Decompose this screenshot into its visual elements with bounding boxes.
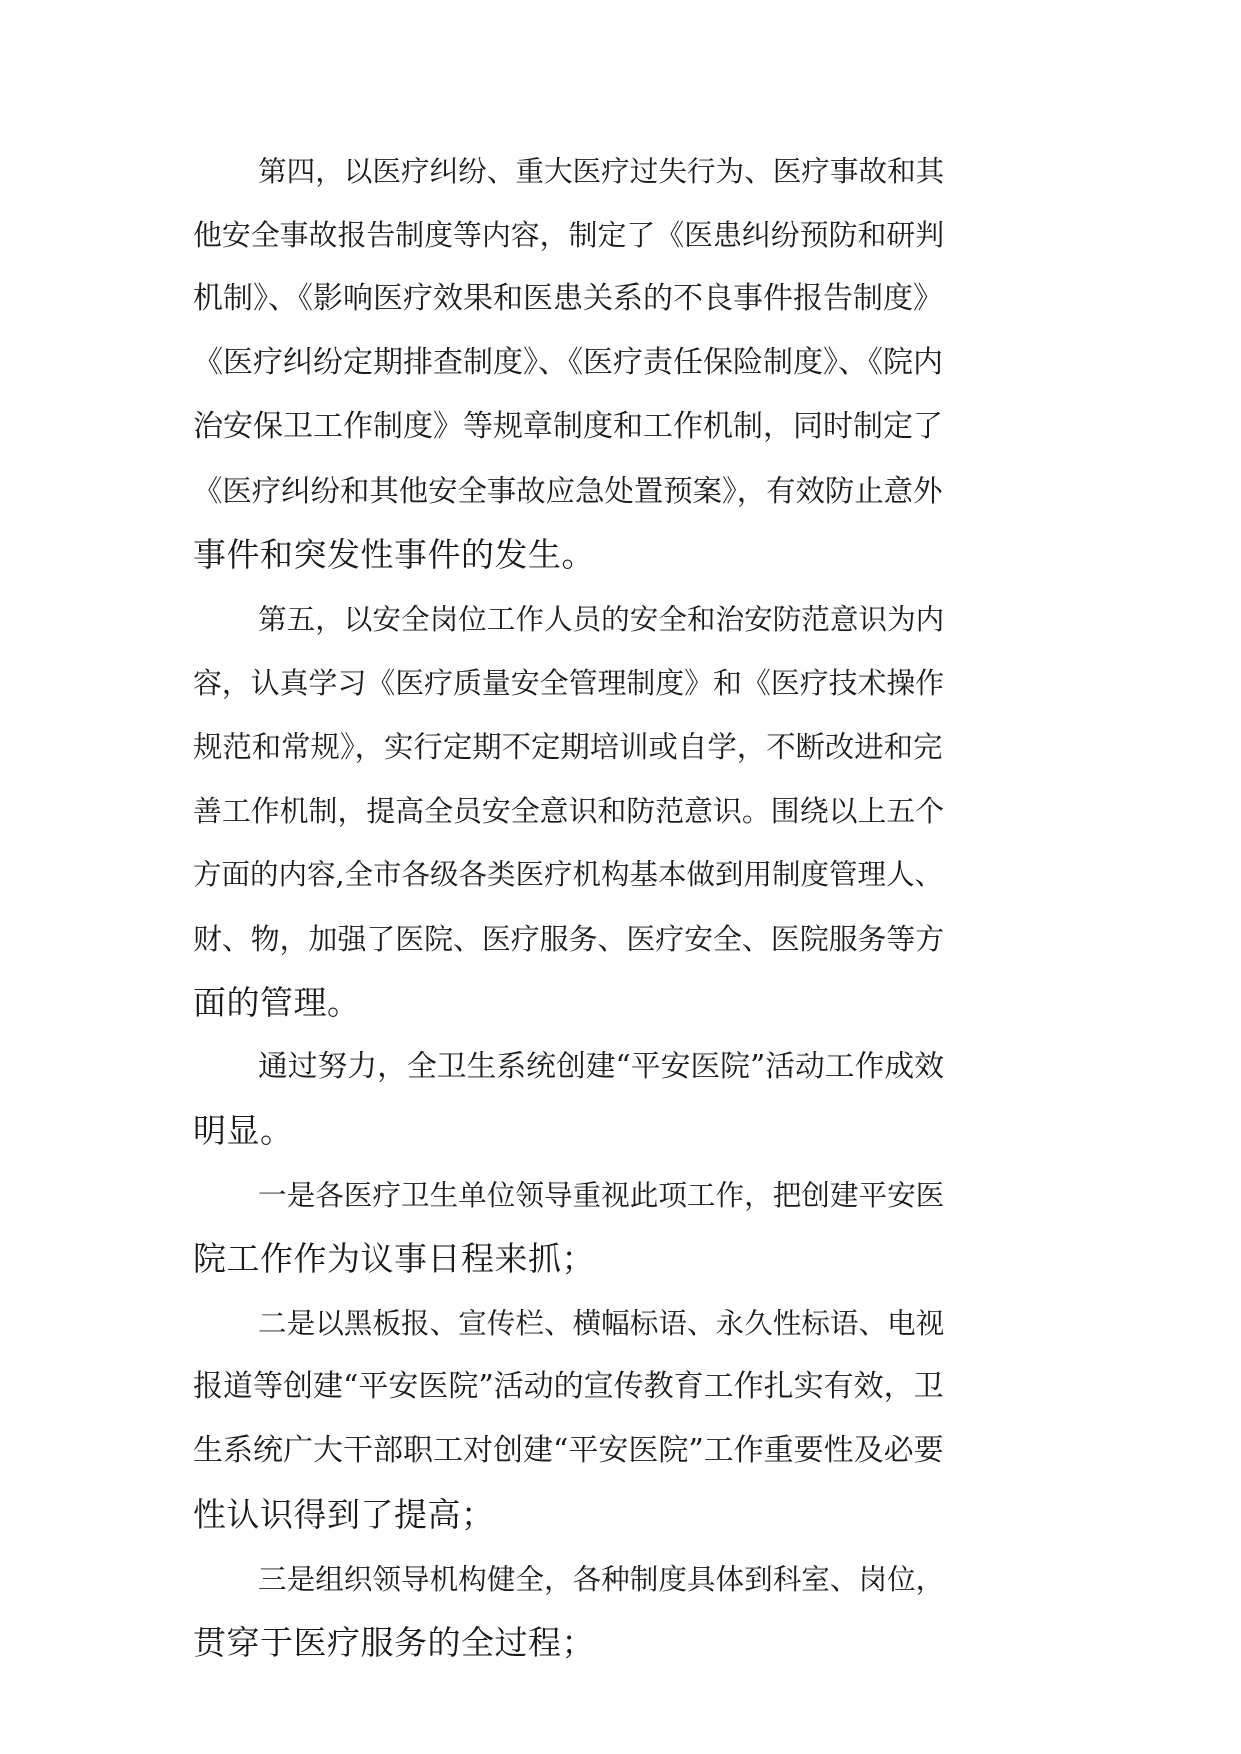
text-line: 面的管理。	[193, 983, 361, 1022]
text-line: 《医疗纠纷和其他安全事故应急处置预案》，有效防止意外	[193, 474, 943, 508]
text-line: 他安全事故报告制度等内容，制定了《医患纠纷预防和研判	[193, 218, 945, 252]
text-line: 二是以黑板报、宣传栏、横幅标语、永久性标语、电视	[258, 1306, 945, 1340]
text-line: 容，认真学习《医疗质量安全管理制度》和《医疗技术操作	[193, 666, 945, 700]
text-line: 性认识得到了提高；	[193, 1495, 495, 1534]
text-line: 事件和突发性事件的发生。	[193, 535, 595, 574]
text-line: 一是各医疗卫生单位领导重视此项工作，把创建平安医	[258, 1178, 945, 1212]
text-line: 通过努力，全卫生系统创建“平安医院”活动工作成效	[258, 1049, 944, 1084]
text-line: 善工作机制，提高全员安全意识和防范意识。围绕以上五个	[193, 794, 945, 828]
text-line: 《医疗纠纷定期排查制度》、《医疗责任保险制度》、《院内	[193, 345, 943, 380]
text-line: 明显。	[193, 1111, 294, 1150]
text-line: 规范和常规》，实行定期不定期培训或自学，不断改进和完	[193, 730, 943, 764]
text-line: 贯穿于医疗服务的全过程；	[193, 1623, 595, 1662]
text-line: 第四，以医疗纠纷、重大医疗过失行为、医疗事故和其	[258, 154, 945, 188]
text-line: 机制》、《影响医疗效果和医患关系的不良事件报告制度》	[193, 281, 943, 316]
text-line: 院工作作为议事日程来抓；	[193, 1239, 595, 1278]
text-line: 治安保卫工作制度》等规章制度和工作机制，同时制定了	[193, 409, 943, 444]
text-line: 方面的内容,全市各级各类医疗机构基本做到用制度管理人、	[193, 858, 944, 891]
text-line: 第五，以安全岗位工作人员的安全和治安防范意识为内	[258, 602, 945, 636]
text-line: 生系统广大干部职工对创建“平安医院”工作重要性及必要	[193, 1433, 944, 1468]
text-line: 三是组织领导机构健全，各种制度具体到科室、岗位，	[258, 1562, 945, 1596]
text-line: 财、物，加强了医院、医疗服务、医疗安全、医院服务等方	[193, 922, 945, 956]
text-line: 报道等创建“平安医院”活动的宣传教育工作扎实有效，卫	[193, 1369, 944, 1404]
